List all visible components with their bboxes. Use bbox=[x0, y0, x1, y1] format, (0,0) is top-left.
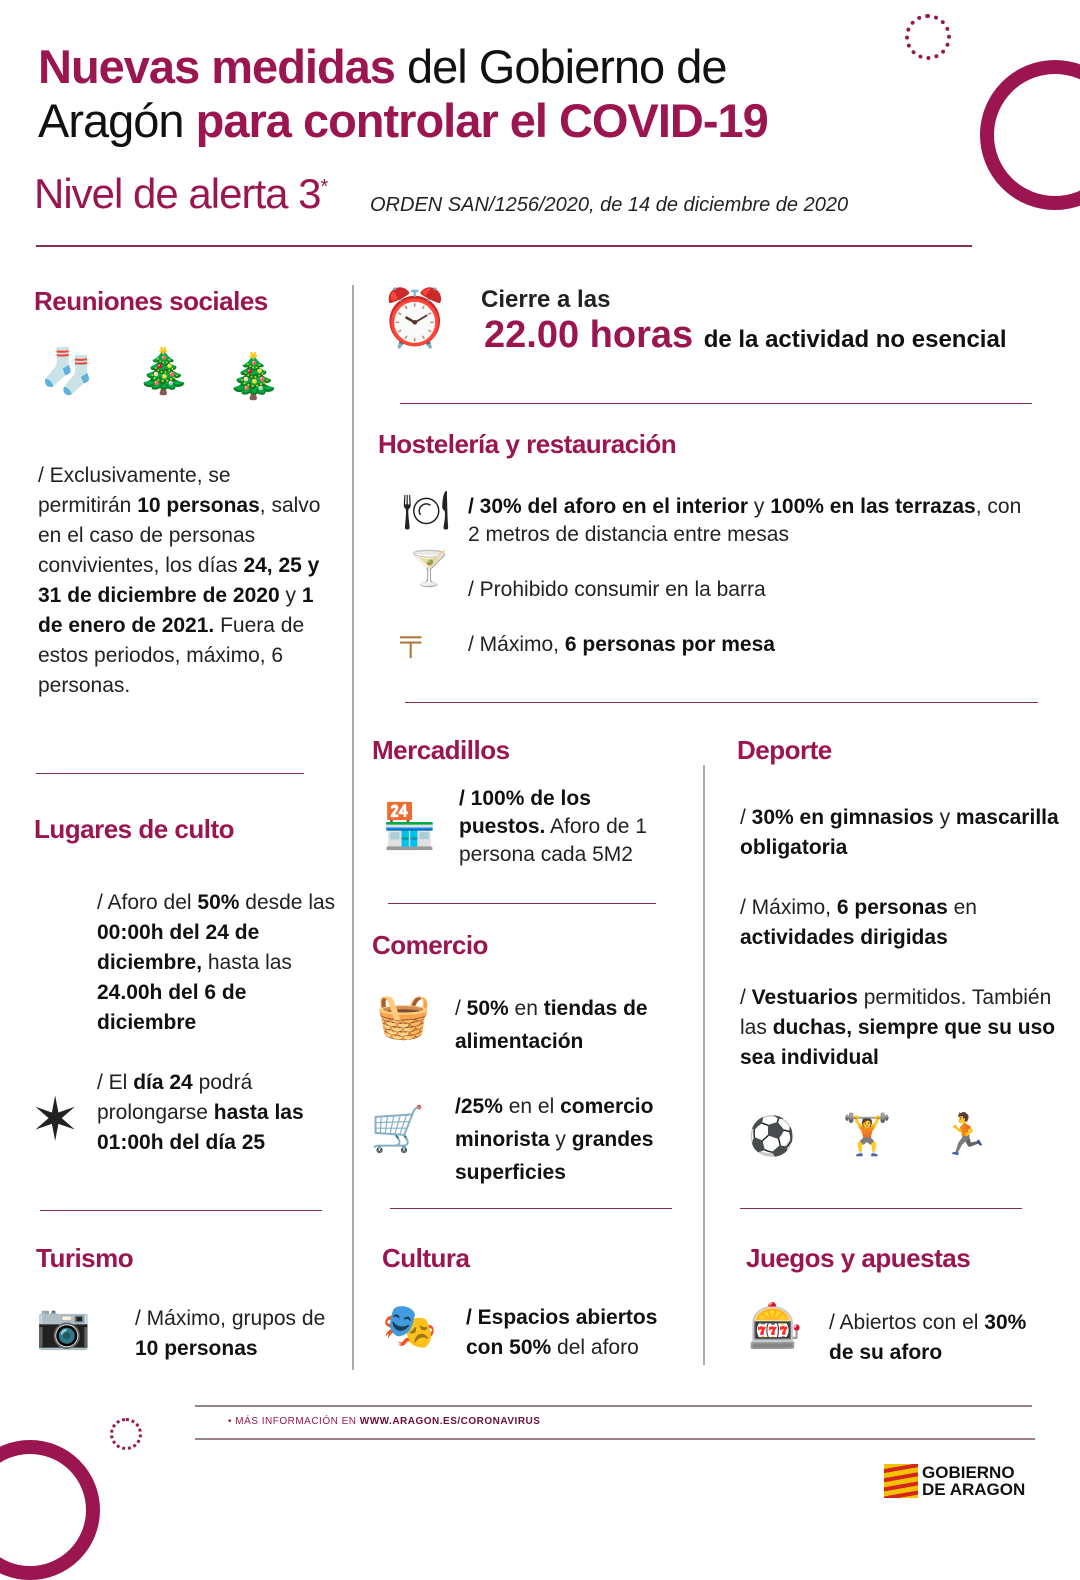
bold-text: 10 personas bbox=[137, 494, 260, 517]
text-segment: Aforo de 1 persona cada 5M2 bbox=[459, 815, 647, 866]
text-segment: , salvo en el caso de personas convivientes, los días bbox=[38, 494, 321, 577]
bold-text: tiendas de alimentación bbox=[455, 997, 648, 1053]
bold-text: actividades dirigidas bbox=[740, 926, 948, 949]
more-info-link[interactable]: WWW.ARAGON.ES/CORONAVIRUS bbox=[359, 1416, 541, 1427]
bold-text: 00:00h del 24 de diciembre, bbox=[97, 921, 260, 974]
section-title-hosteleria: Hostelería y restauración bbox=[378, 429, 677, 459]
reuniones-text bbox=[38, 461, 323, 701]
bold-text: comercio minorista bbox=[455, 1095, 654, 1151]
soccer-ball-icon: ⚽ bbox=[748, 1116, 796, 1158]
divider bbox=[400, 403, 1032, 404]
bold-text: 100% en las terrazas bbox=[770, 495, 976, 518]
weightlifter-icon: 🏋 bbox=[842, 1113, 892, 1157]
bold-text: 10 personas bbox=[135, 1337, 258, 1360]
shopping-cart-icon: 🛒 bbox=[370, 1105, 425, 1154]
section-title-cultura: Cultura bbox=[382, 1243, 470, 1273]
closing-line-1: Cierre a las bbox=[481, 286, 611, 313]
section-title-turismo: Turismo bbox=[36, 1243, 134, 1273]
culto-item-1 bbox=[97, 888, 347, 1038]
text-segment: en bbox=[947, 896, 977, 919]
juegos-text bbox=[829, 1308, 1029, 1368]
text-segment: y bbox=[933, 806, 956, 829]
bold-text: 6 personas bbox=[836, 896, 948, 919]
section-title-deporte: Deporte bbox=[737, 735, 832, 765]
text-segment: , con 2 metros de distancia entre mesas bbox=[468, 495, 1022, 546]
divider bbox=[352, 285, 354, 1370]
bold-text: 50% bbox=[466, 997, 509, 1020]
text-segment: / bbox=[740, 806, 752, 829]
alert-level: Nivel de alerta 3* bbox=[34, 170, 328, 217]
text-segment: / bbox=[455, 997, 467, 1020]
sparkle-icon: ✶ bbox=[30, 1086, 81, 1153]
comercio-item-2 bbox=[455, 1090, 700, 1189]
bold-text: 50% bbox=[197, 891, 240, 914]
text-segment: y bbox=[748, 495, 771, 518]
divider bbox=[195, 1405, 1032, 1407]
text-segment: podrá prolongarse bbox=[97, 1071, 253, 1124]
runner-icon: 🏃 bbox=[940, 1113, 990, 1157]
turismo-text bbox=[135, 1304, 335, 1364]
bold-text: Vestuarios bbox=[751, 986, 858, 1009]
bold-text: 30% en gimnasios bbox=[751, 806, 934, 829]
bold-text: /25% bbox=[455, 1095, 503, 1118]
text-segment: / Abiertos con el bbox=[829, 1311, 985, 1334]
section-title-reuniones: Reuniones sociales bbox=[34, 286, 268, 316]
divider bbox=[390, 1208, 672, 1209]
text-segment: / bbox=[740, 986, 752, 1009]
cloche-icon: 🍽 bbox=[402, 490, 451, 532]
small-virus-icon bbox=[110, 1418, 142, 1450]
market-stall-icon: 🏪 bbox=[382, 802, 437, 851]
closing-time: 22.00 horas de la actividad no esencial bbox=[484, 314, 1007, 356]
text-segment: / Prohibido consumir en la barra bbox=[468, 578, 766, 601]
divider bbox=[740, 1208, 1022, 1209]
cultura-text bbox=[466, 1303, 691, 1363]
bold-text: día 24 bbox=[133, 1071, 193, 1094]
virus-decoration-icon bbox=[980, 60, 1080, 210]
bold-text: 24.00h del 6 de diciembre bbox=[97, 981, 247, 1034]
order-reference: ORDEN SAN/1256/2020, de 14 de diciembre de 2020 bbox=[370, 194, 849, 216]
bold-text: 24, 25 y 31 de diciembre de 2020 bbox=[38, 554, 320, 607]
section-title-comercio: Comercio bbox=[372, 930, 488, 960]
divider bbox=[388, 903, 656, 904]
bold-text: / Espacios abiertos con 50% bbox=[466, 1306, 658, 1359]
section-title-juegos: Juegos y apuestas bbox=[746, 1243, 971, 1273]
deporte-item-1 bbox=[740, 803, 1060, 863]
text-segment: / Máximo, bbox=[468, 633, 565, 656]
page-title: Nuevas medidas del Gobierno de Aragón para controlar el COVID-19 bbox=[38, 40, 768, 147]
hosteleria-item-3 bbox=[468, 630, 1028, 660]
text-segment: del aforo bbox=[551, 1336, 639, 1359]
camera-icon: 📷 bbox=[36, 1302, 91, 1351]
cocktail-icon: 🍸 bbox=[408, 550, 451, 588]
bold-text: / 100% de los puestos. bbox=[459, 787, 591, 838]
comercio-item-1 bbox=[455, 992, 695, 1058]
divider bbox=[40, 1210, 322, 1211]
virus-decoration-icon bbox=[0, 1440, 100, 1580]
grocery-basket-icon: 🧺 bbox=[376, 992, 431, 1041]
divider bbox=[195, 1438, 1035, 1440]
small-virus-icon bbox=[905, 14, 951, 60]
section-title-mercadillos: Mercadillos bbox=[372, 735, 510, 765]
text-segment: y bbox=[549, 1128, 572, 1151]
text-segment: / Máximo, bbox=[740, 896, 837, 919]
culto-item-2 bbox=[97, 1068, 337, 1158]
text-segment: permitidos. También las bbox=[740, 986, 1052, 1039]
deporte-item-2 bbox=[740, 893, 1060, 953]
bold-text: 30% de su aforo bbox=[829, 1311, 1027, 1364]
deporte-item-3 bbox=[740, 983, 1060, 1073]
ornaments-icon: 🎄 bbox=[226, 352, 281, 401]
bold-text: hasta las 01:00h del día 25 bbox=[97, 1101, 304, 1154]
text-segment: / Exclusivamente, se permitirán bbox=[38, 464, 231, 517]
divider bbox=[405, 702, 1038, 703]
poker-chips-icon: 🎰 bbox=[748, 1302, 803, 1351]
christmas-tree-icon: 🎄 bbox=[136, 347, 191, 396]
gobierno-aragon-logo: GOBIERNO DE ARAGON bbox=[884, 1464, 1040, 1498]
text-segment: hasta las bbox=[202, 951, 292, 974]
divider bbox=[36, 245, 972, 247]
text-segment: Fuera de estos periodos, máximo, 6 personas. bbox=[38, 614, 305, 697]
alarm-clock-icon: ⏰ bbox=[380, 286, 450, 349]
more-info: • MÁS INFORMACIÓN EN WWW.ARAGON.ES/CORONAVIRUS bbox=[228, 1416, 541, 1427]
divider bbox=[36, 773, 304, 774]
section-title-culto: Lugares de culto bbox=[34, 814, 235, 844]
bold-text: duchas, siempre que su uso sea individual bbox=[740, 1016, 1056, 1069]
text-segment: en bbox=[508, 997, 544, 1020]
theater-masks-icon: 🎭 bbox=[382, 1302, 437, 1351]
text-segment: y bbox=[279, 584, 302, 607]
bold-text: / 30% del aforo en el interior bbox=[468, 495, 749, 518]
text-segment: desde las bbox=[239, 891, 336, 914]
aragon-flag-icon bbox=[884, 1464, 918, 1498]
stocking-icon: 🧦 bbox=[40, 347, 95, 396]
bold-text: grandes superficies bbox=[455, 1128, 654, 1184]
text-segment: / Aforo del bbox=[97, 891, 198, 914]
bold-text: mascarilla obligatoria bbox=[740, 806, 1059, 859]
bold-text: 1 de enero de 2021. bbox=[38, 584, 314, 637]
table-chairs-icon: ╤ bbox=[400, 623, 422, 656]
bold-text: 6 personas por mesa bbox=[564, 633, 775, 656]
mercadillos-text bbox=[459, 785, 674, 869]
divider bbox=[703, 765, 705, 1365]
closing-line-2: de la actividad no esencial bbox=[703, 326, 1007, 353]
hosteleria-item-2 bbox=[468, 575, 1028, 605]
text-segment: en el bbox=[502, 1095, 561, 1118]
hosteleria-item-1 bbox=[468, 493, 1038, 549]
text-segment: / Máximo, grupos de bbox=[135, 1307, 326, 1330]
text-segment: / El bbox=[97, 1071, 134, 1094]
